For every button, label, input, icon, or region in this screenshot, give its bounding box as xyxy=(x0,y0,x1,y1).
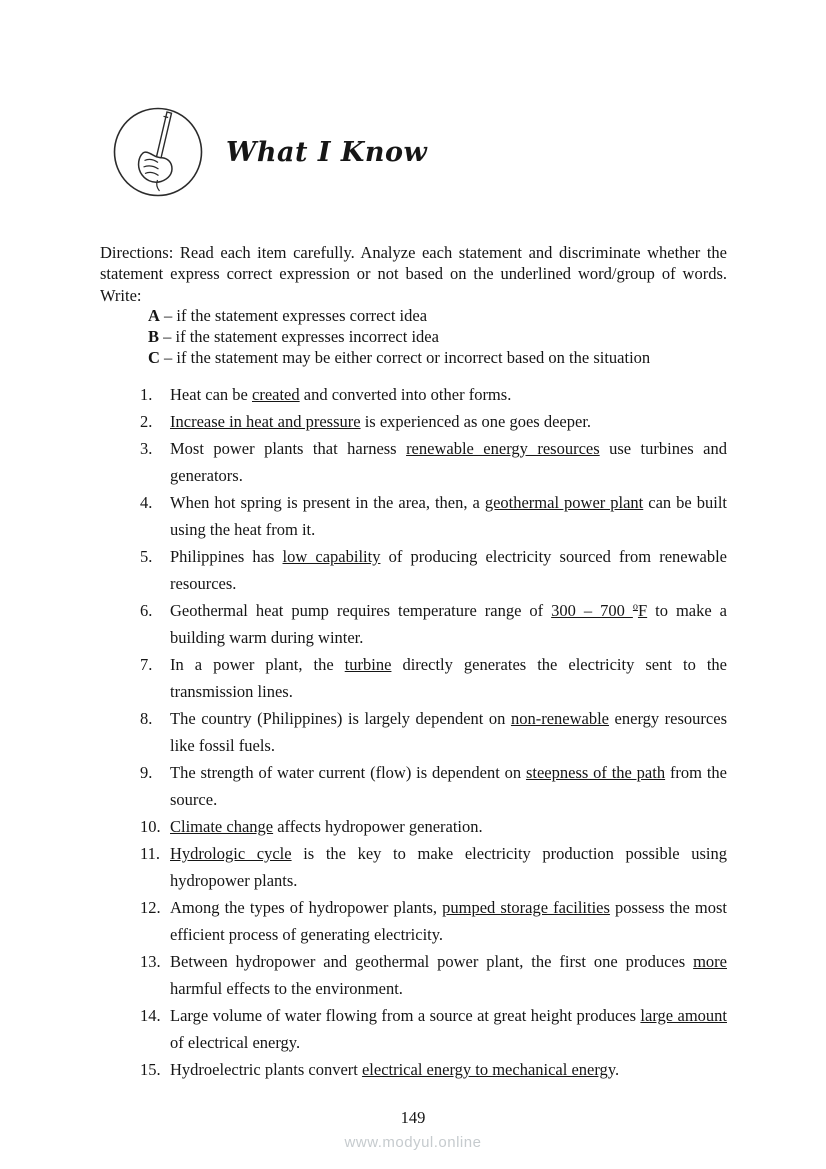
answer-key-options xyxy=(148,306,727,369)
page-number: 149 xyxy=(400,1108,426,1127)
watermark: www.modyul.online xyxy=(344,1134,482,1151)
question-item: 3. Most power plants that harness renewable energy resources use turbines and generators. xyxy=(140,438,727,485)
question-item: 11. Hydrologic cycle is the key to make electricity production possible using hydropower plants. xyxy=(140,843,727,890)
question-item: 9. The strength of water current (flow) is dependent on steepness of the path from the source. xyxy=(140,762,728,809)
answer-option: B – if the statement expresses incorrect idea xyxy=(148,326,439,346)
hand-pencil-icon xyxy=(112,106,204,198)
section-header xyxy=(112,106,826,198)
question-item: 5. Philippines has low capability of producing electricity sourced from renewable resources. xyxy=(140,546,727,593)
question-item: 1. Heat can be created and converted into other forms. xyxy=(140,384,512,404)
question-item: 13. Between hydropower and geothermal power plant, the first one produces more harmful effects to the environment. xyxy=(140,951,727,998)
question-item: 8. The country (Philippines) is largely dependent on non-renewable energy resources like fossil fuels. xyxy=(140,708,727,755)
question-item: 14. Large volume of water flowing from a source at great height produces large amount of electrical energy. xyxy=(140,1005,727,1052)
question-item: 12. Among the types of hydropower plants, pumped storage facilities possess the most efficient process of generating electricity. xyxy=(140,897,727,944)
section-title: What I Know xyxy=(226,136,428,168)
question-list xyxy=(140,381,727,1083)
question-item: 4. When hot spring is present in the area, then, a geothermal power plant can be built using the heat from it. xyxy=(140,492,727,539)
answer-option: C – if the statement may be either correct or incorrect based on the situation xyxy=(148,347,651,367)
answer-option: A – if the statement expresses correct idea xyxy=(148,305,428,325)
question-item: 15. Hydroelectric plants convert electrical energy to mechanical energy. xyxy=(140,1059,620,1079)
page-footer xyxy=(0,1108,826,1151)
question-item: 7. In a power plant, the turbine directly generates the electricity sent to the transmission lines. xyxy=(140,654,727,701)
question-item: 2. Increase in heat and pressure is experienced as one goes deeper. xyxy=(140,411,592,431)
question-item: 10. Climate change affects hydropower generation. xyxy=(140,816,483,836)
directions-text: Directions: Read each item carefully. Analyze each statement and discriminate whether the statement express correct expression or not based on the underlined word/group of words. Write: xyxy=(100,243,727,305)
question-item: 6. Geothermal heat pump requires temperature range of 300 – 700 $^o$F to make a building warm during winter. xyxy=(140,600,727,647)
